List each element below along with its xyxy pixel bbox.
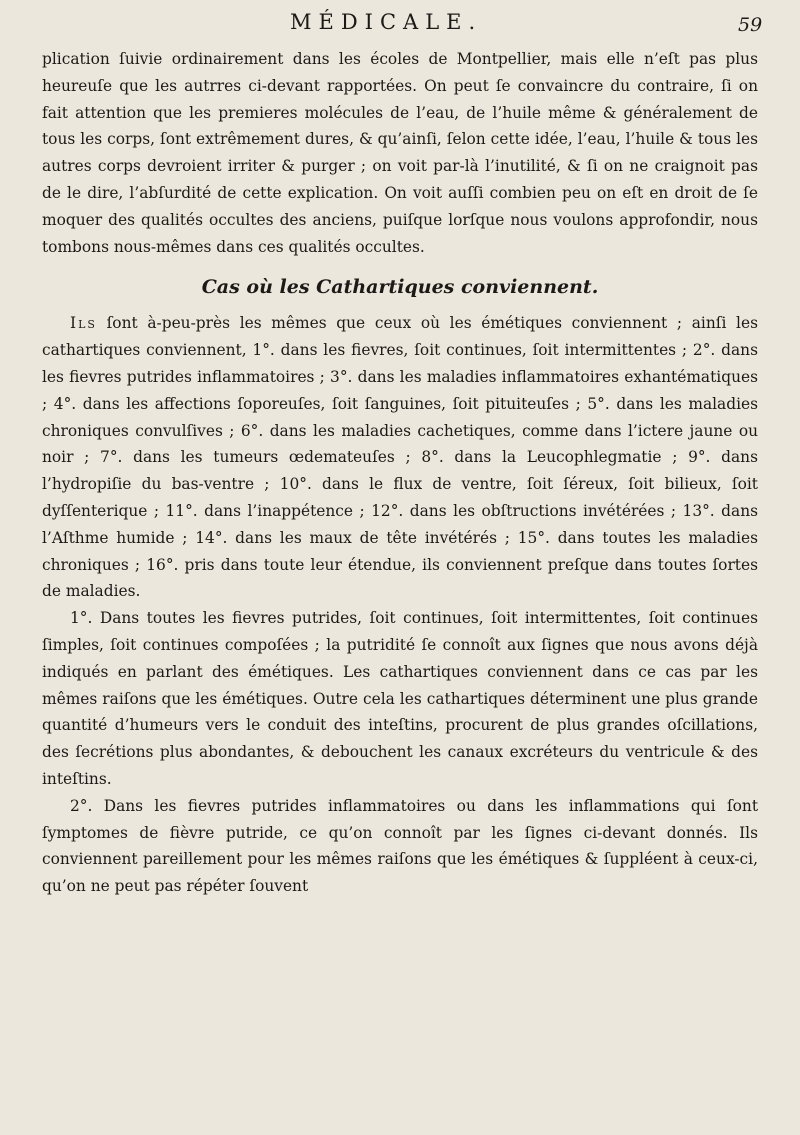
running-title: MÉDICALE. bbox=[290, 10, 483, 34]
page-number: 59 bbox=[738, 14, 763, 36]
paragraph-cases bbox=[42, 310, 758, 605]
drop-lead-word: Ils bbox=[70, 314, 97, 333]
section-heading: Cas où les Cathartiques conviennent. bbox=[201, 276, 599, 299]
paragraph-point-1: 1°. Dans toutes les fievres putrides, ſoit continues, ſoit intermittentes, ſoit continues ſimples, ſoit continues compoſées ; la putridité ſe connoît aux ſignes que nous avons déjà indiqués en parlant des émétiques. Les cathartiques conviennent dans ce cas par les mêmes raiſons que les émétiques. Outre cela les cathartiques déterminent une plus grande quantité d’humeurs vers le conduit des inteſtins, procurent de plus grandes oſcillations, des ſecrétions plus abondantes, & debouchent les canaux excréteurs du ventricule & des inteſtins. bbox=[42, 609, 758, 788]
paragraph-cases-text: ſont à-peu-près les mêmes que ceux où les émétiques conviennent ; ainſi les cathartiques conviennent, 1°. dans les fievres, ſoit continues, ſoit intermittentes ; 2°. dans les fievres putrides inflammatoires ; 3°. dans les maladies inflammatoires exhantématiques ; 4°. dans les affections ſoporeuſes, ſoit ſanguines, ſoit pituiteuſes ; 5°. dans les maladies chroniques convulſives ; 6°. dans les maladies cachetiques, comme dans l’ictere jaune ou noir ; 7°. dans les tumeurs œdemateuſes ; 8°. dans la Leucophlegmatie ; 9°. dans l’hydropiſie du bas-ventre ; 10°. dans le flux de ventre, ſoit ſéreux, ſoit bilieux, ſoit dyſſenterique ; 11°. dans l’inappétence ; 12°. dans les obſtructions invétérées ; 13°. dans l’Aſthme humide ; 14°. dans les maux de tête invétérés ; 15°. dans toutes les maladies chroniques ; 16°. pris dans toute leur étendue, ils conviennent preſque dans toutes ſortes de maladies. bbox=[42, 314, 758, 601]
running-head bbox=[0, 10, 800, 40]
paragraph-continuation: plication ſuivie ordinairement dans les écoles de Montpellier, mais elle n’eſt pas plus heureuſe que les autrres ci-devant rapportées. On peut ſe convaincre du contraire, ſi on fait attention que les premieres molécules de l’eau, de l’huile même & généralement de tous les corps, ſont extrêmement dures, & qu’ainſi, ſelon cette idée, l’eau, l’huile & tous les autres corps devroient irriter & purger ; on voit par-là l’inutilité, & ſi on ne craignoit pas de le dire, l’abſurdité de cette explication. On voit auſſi combien peu on eſt en droit de ſe moquer des qualités occultes des anciens, puiſque lorſque nous voulons approfondir, nous tombons nous-mêmes dans ces qualités occultes. bbox=[42, 50, 758, 256]
body-text bbox=[42, 46, 758, 900]
paragraph-point-2: 2°. Dans les fievres putrides inflammatoires ou dans les inflammations qui ſont ſymptomes de fièvre putride, ce qu’on connoît par les ſignes ci-devant donnés. Ils conviennent pareillement pour les mêmes raiſons que les émétiques & ſuppléent à ceux-ci, qu’on ne peut pas répéter ſouvent bbox=[42, 796, 758, 896]
